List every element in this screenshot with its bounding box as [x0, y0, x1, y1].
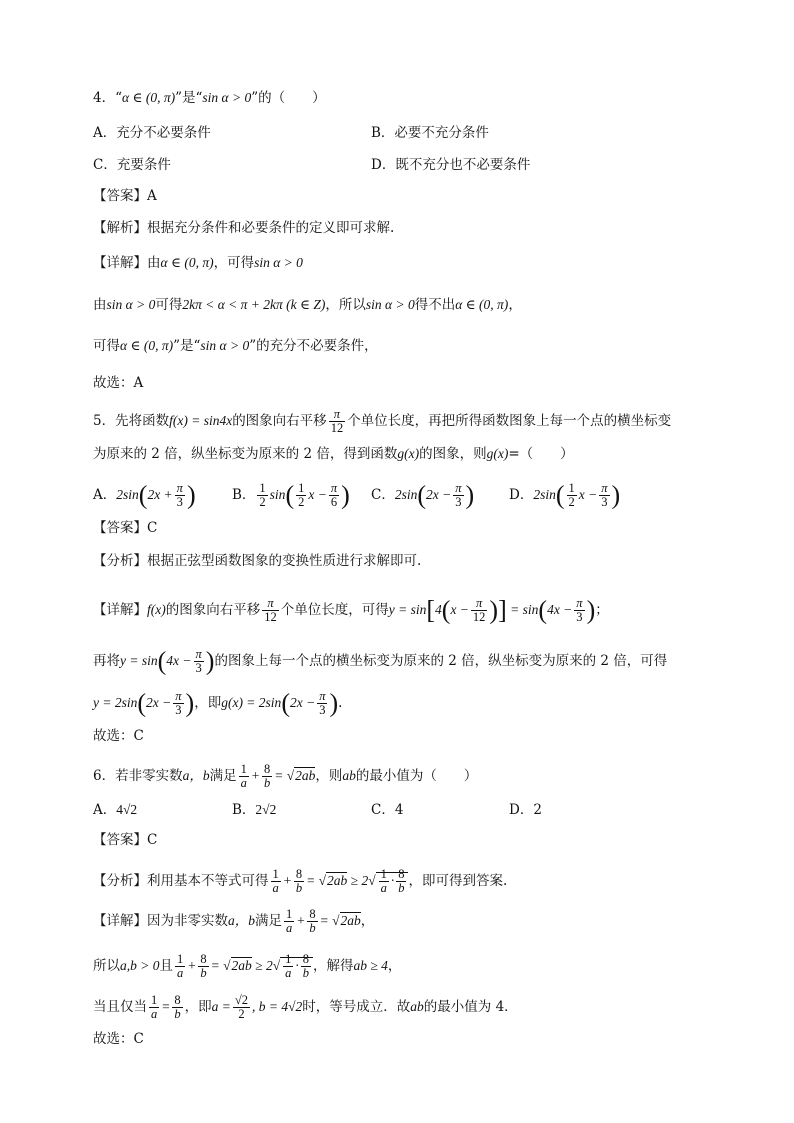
q6-option-c: C．4	[371, 802, 404, 818]
q4-option-b: B．必要不充分条件	[371, 125, 489, 141]
q4-option-d: D．既不充分也不必要条件	[371, 157, 531, 173]
q5-option-d: D．2sin( $\frac{1}{2}$ x − $\frac{\pi}{3}$ )	[509, 480, 621, 510]
q5-option-a: A．2sin(2x + $\frac{\pi}{3}$ )	[93, 480, 196, 510]
q5-choose: 故选：C	[93, 728, 144, 744]
q5-option-b: B． $\frac{1}{2}$ sin( $\frac{1}{2}$ x − $\frac{\pi}{6}$ )	[232, 480, 350, 510]
q5-analysis: 【分析】根据正弦型函数图象的变换性质进行求解即可.	[93, 553, 422, 569]
q6-detail-3: 当且仅当 $\frac{1}{a}$ = $\frac{8}{b}$ ，即a = $\frac{√2}{2}$ , b = 4√2时，等号成立．故ab的最小值为 4．	[93, 993, 518, 1021]
q5-stem-1: 5．先将函数f(x) = sin4x的图象向右平移 $\frac{\pi}{12}$ 个单位长度，再把所得函数图象上每一个点的横坐标变	[93, 407, 672, 435]
q6-option-a: A．4√2	[93, 802, 138, 818]
q5-detail-3: y = 2sin(2x − $\frac{\pi}{3}$ )，即g(x) = 2sin(2x − $\frac{\pi}{3}$ ).	[93, 688, 343, 718]
q6-option-b: B．2√2	[232, 802, 277, 818]
q4-detail-3: 可得α ∈ (0, π)”是“sin α > 0”的充分不必要条件，	[93, 338, 378, 354]
q6-detail-1: 【详解】因为非零实数a，b满足 $\frac{1}{a}$ + $\frac{8}{b}$ = √2ab，	[93, 907, 375, 935]
q4-stem: 4．“α ∈ (0, π)”是“sin α > 0”的（ ）	[93, 90, 326, 106]
q5-option-c: C．2sin(2x − $\frac{\pi}{3}$ )	[371, 480, 475, 510]
q5-detail-2: 再将y = sin(4x − $\frac{\pi}{3}$ )的图象上每一个点的横坐标变为原来的 2 倍，纵坐标变为原来的 2 倍，可得	[93, 646, 668, 676]
q5-detail-1: 【详解】f(x)的图象向右平移 $\frac{\pi}{12}$ 个单位长度，可得y = sin[4(x − $\frac{\pi}{12}$ )] = sin(4x − $\frac{\pi}{3}$ )；	[93, 595, 609, 625]
q6-analysis: 【分析】利用基本不等式可得 $\frac{1}{a}$ + $\frac{8}{b}$ = √2ab ≥ 2√ $\frac{1}{a}$ · $\frac{8}{b}$ ，即可得到答案.	[93, 867, 508, 896]
q6-choose: 故选：C	[93, 1031, 144, 1047]
q6-stem: 6．若非零实数a，b满足 $\frac{1}{a}$ + $\frac{8}{b}$ = √2ab，则ab的最小值为（ ）	[93, 762, 478, 790]
q4-choose: 故选：A	[93, 375, 144, 391]
q4-analysis: 【解析】根据充分条件和必要条件的定义即可求解.	[93, 220, 395, 236]
q5-stem-2: 为原来的 2 倍，纵坐标变为原来的 2 倍，得到函数g(x)的图象，则g(x)=（ ）	[93, 446, 574, 462]
q6-option-d: D．2	[509, 802, 542, 818]
q6-detail-2: 所以a,b > 0且 $\frac{1}{a}$ + $\frac{8}{b}$ = √2ab ≥ 2√ $\frac{1}{a}$ · $\frac{8}{b}$ ，解得ab ≥ 4，	[93, 952, 402, 981]
q4-detail-1: 【详解】由α ∈ (0, π)，可得sin α > 0	[93, 255, 303, 271]
pi-over-12-fraction: $\frac{\pi}{12}$	[330, 407, 344, 435]
q4-detail-2: 由sin α > 0可得2kπ < α < π + 2kπ (k ∈ Z)，所以sin α > 0得不出α ∈ (0, π)，	[93, 297, 522, 313]
q4-option-a: A．充分不必要条件	[93, 125, 211, 141]
q4-answer: 【答案】A	[93, 188, 157, 204]
q5-answer: 【答案】C	[93, 520, 158, 536]
q4-option-c: C．充要条件	[93, 157, 171, 173]
q6-answer: 【答案】C	[93, 832, 158, 848]
